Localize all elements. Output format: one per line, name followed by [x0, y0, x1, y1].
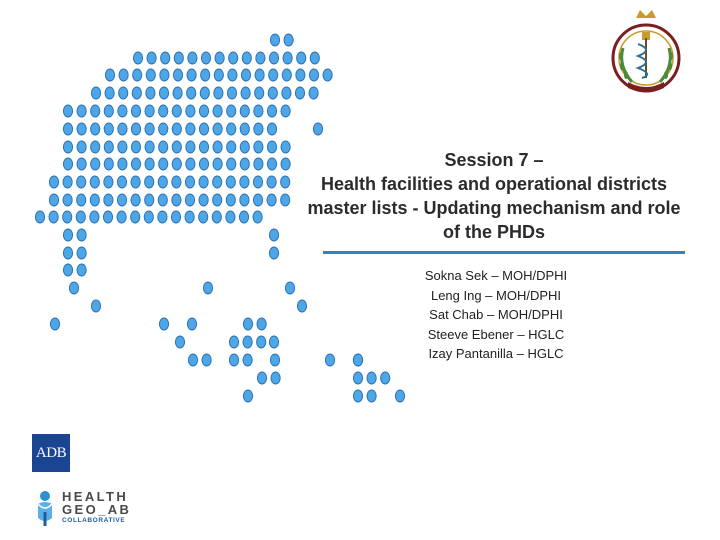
map-dot: [201, 52, 210, 64]
map-dot: [284, 34, 293, 46]
map-dot: [159, 318, 168, 330]
map-dot: [77, 194, 86, 206]
map-dot: [267, 158, 276, 170]
map-dot: [105, 87, 114, 99]
map-dot: [145, 176, 154, 188]
map-dot: [239, 211, 248, 223]
map-dot: [267, 105, 276, 117]
map-dot: [200, 87, 209, 99]
map-dot: [90, 176, 99, 188]
map-dot: [145, 105, 154, 117]
map-dot: [353, 390, 362, 402]
map-dot: [63, 176, 72, 188]
map-dot: [119, 69, 128, 81]
map-dot: [199, 194, 208, 206]
map-dot: [174, 52, 183, 64]
map-dot: [77, 141, 86, 153]
map-dot: [145, 158, 154, 170]
map-dot: [381, 372, 390, 384]
map-dot: [91, 158, 100, 170]
map-dot: [255, 69, 264, 81]
map-dot: [118, 158, 127, 170]
map-dot: [35, 211, 44, 223]
map-dot: [63, 264, 72, 276]
map-dot: [254, 105, 263, 117]
map-dot: [269, 52, 278, 64]
map-dot: [131, 194, 140, 206]
hgl-line-health: HEALTH: [62, 489, 129, 504]
map-dot: [268, 87, 277, 99]
map-dot: [214, 87, 223, 99]
map-dot: [229, 354, 238, 366]
map-dot: [271, 372, 280, 384]
map-dot: [267, 194, 276, 206]
map-dot: [91, 123, 100, 135]
map-dot: [213, 176, 222, 188]
map-dot: [160, 69, 169, 81]
map-dot: [199, 141, 208, 153]
author-list: [404, 266, 588, 364]
map-dot: [188, 52, 197, 64]
session-title: [284, 148, 704, 244]
map-dot: [158, 176, 167, 188]
map-dot: [63, 194, 72, 206]
map-dot: [367, 390, 376, 402]
map-dot: [240, 123, 249, 135]
map-dot: [253, 176, 262, 188]
map-dot: [270, 34, 279, 46]
map-dot: [117, 211, 126, 223]
map-dot: [257, 372, 266, 384]
map-dot: [253, 194, 262, 206]
map-dot: [118, 141, 127, 153]
map-dot: [203, 282, 212, 294]
map-dot: [309, 87, 318, 99]
map-dot: [105, 69, 114, 81]
map-dot: [296, 69, 305, 81]
map-dot: [91, 300, 100, 312]
map-dot: [309, 69, 318, 81]
title-line: master lists - Updating mechanism and role: [307, 198, 681, 218]
map-dot: [228, 69, 237, 81]
map-dot: [226, 211, 235, 223]
map-dot: [104, 194, 113, 206]
health-geolab-logo: [32, 488, 142, 528]
map-dot: [242, 52, 251, 64]
map-dot: [63, 247, 72, 259]
map-dot: [202, 354, 211, 366]
map-dot: [91, 141, 100, 153]
map-dot: [255, 87, 264, 99]
map-dot: [240, 176, 249, 188]
adb-logo: [32, 434, 70, 472]
map-dot: [90, 194, 99, 206]
author-line: Leng Ing – MOH/DPHI: [430, 287, 562, 303]
hgl-line-collaborative: COLLABORATIVE: [62, 517, 126, 524]
map-dot: [254, 141, 263, 153]
map-dot: [77, 229, 86, 241]
map-dot: [227, 123, 236, 135]
map-dot: [171, 211, 180, 223]
map-dot: [159, 141, 168, 153]
map-dot: [172, 105, 181, 117]
map-dot: [185, 194, 194, 206]
map-dot: [161, 52, 170, 64]
map-dot: [256, 52, 265, 64]
map-dot: [186, 123, 195, 135]
map-dot: [254, 158, 263, 170]
map-dot: [353, 354, 362, 366]
map-dot: [253, 211, 262, 223]
map-dot: [145, 123, 154, 135]
map-dot: [297, 300, 306, 312]
map-dot: [103, 211, 112, 223]
map-dot: [144, 211, 153, 223]
map-dot: [199, 176, 208, 188]
adb-logo-text: ADB: [35, 444, 67, 461]
map-dot: [49, 176, 58, 188]
map-dot: [295, 87, 304, 99]
map-dot: [77, 176, 86, 188]
map-dot: [90, 211, 99, 223]
map-dot: [267, 176, 276, 188]
map-dot: [285, 282, 294, 294]
map-dot: [131, 141, 140, 153]
map-dot: [131, 123, 140, 135]
author-line: Sokna Sek – MOH/DPHI: [424, 268, 568, 283]
title-divider: [323, 251, 685, 254]
map-dot: [227, 105, 236, 117]
map-dot: [77, 158, 86, 170]
map-dot: [281, 105, 290, 117]
map-dot: [240, 141, 249, 153]
map-dot: [269, 247, 278, 259]
map-dot: [172, 141, 181, 153]
map-dot: [159, 87, 168, 99]
map-dot: [199, 211, 208, 223]
map-dot: [117, 194, 126, 206]
map-dot: [173, 69, 182, 81]
map-dot: [63, 141, 72, 153]
map-dot: [118, 105, 127, 117]
map-dot: [185, 176, 194, 188]
map-dot: [240, 194, 249, 206]
person-globe-icon: [32, 488, 62, 528]
map-dot: [158, 194, 167, 206]
map-dot: [229, 52, 238, 64]
map-dot: [172, 123, 181, 135]
map-dot: [173, 87, 182, 99]
map-dot: [63, 211, 72, 223]
map-dot: [63, 158, 72, 170]
map-dot: [63, 229, 72, 241]
map-dot: [158, 211, 167, 223]
map-dot: [188, 354, 197, 366]
map-dot: [215, 52, 224, 64]
map-dot: [213, 141, 222, 153]
map-dot: [283, 52, 292, 64]
map-dot: [353, 372, 362, 384]
map-dot: [269, 336, 278, 348]
map-dot: [267, 141, 276, 153]
map-dot: [226, 176, 235, 188]
hgl-line-geolab: GEO_AB: [62, 502, 132, 517]
map-dot: [199, 123, 208, 135]
map-dot: [172, 158, 181, 170]
map-dot: [159, 158, 168, 170]
map-dot: [159, 105, 168, 117]
map-dot: [145, 194, 154, 206]
map-dot: [118, 123, 127, 135]
map-dot: [63, 105, 72, 117]
map-dot: [241, 69, 250, 81]
map-dot: [269, 69, 278, 81]
map-dot: [241, 87, 250, 99]
map-dot: [325, 354, 334, 366]
map-dot: [213, 123, 222, 135]
map-dot: [159, 123, 168, 135]
map-dot: [313, 123, 322, 135]
map-dot: [77, 123, 86, 135]
map-dot: [213, 194, 222, 206]
map-dot: [132, 87, 141, 99]
map-dot: [257, 318, 266, 330]
map-dot: [104, 141, 113, 153]
ministry-of-health-seal-icon: [604, 8, 688, 98]
author-line: Steeve Ebener – HGLC: [427, 326, 565, 342]
map-dot: [76, 211, 85, 223]
map-dot: [201, 69, 210, 81]
map-dot: [172, 176, 181, 188]
map-dot: [77, 105, 86, 117]
map-dot: [243, 318, 252, 330]
map-dot: [131, 211, 140, 223]
map-dot: [395, 390, 404, 402]
map-dot: [212, 211, 221, 223]
map-dot: [226, 194, 235, 206]
map-dot: [131, 105, 140, 117]
map-dot: [91, 105, 100, 117]
map-dot: [49, 211, 58, 223]
author-line: Izay Pantanilla – HGLC: [428, 346, 564, 361]
map-dot: [187, 318, 196, 330]
map-dot: [133, 52, 142, 64]
map-dot: [267, 123, 276, 135]
map-dot: [243, 354, 252, 366]
map-dot: [243, 336, 252, 348]
map-dot: [63, 123, 72, 135]
map-dot: [269, 229, 278, 241]
map-dot: [243, 390, 252, 402]
map-dot: [282, 87, 291, 99]
map-dot: [214, 69, 223, 81]
title-line: Session 7 –: [444, 150, 544, 170]
map-dot: [227, 158, 236, 170]
map-dot: [240, 158, 249, 170]
map-dot: [119, 87, 128, 99]
map-dot: [50, 318, 59, 330]
map-dot: [147, 52, 156, 64]
map-dot: [227, 141, 236, 153]
map-dot: [77, 247, 86, 259]
map-dot: [227, 87, 236, 99]
map-dot: [133, 69, 142, 81]
map-dot: [104, 105, 113, 117]
map-dot: [104, 158, 113, 170]
title-line: of the PHDs: [442, 222, 545, 242]
map-dot: [91, 87, 100, 99]
map-dot: [257, 336, 266, 348]
map-dot: [297, 52, 306, 64]
map-dot: [131, 158, 140, 170]
map-dot: [186, 105, 195, 117]
map-dot: [310, 52, 319, 64]
map-dot: [323, 69, 332, 81]
map-dot: [104, 176, 113, 188]
map-dot: [187, 69, 196, 81]
map-dot: [199, 158, 208, 170]
map-dot: [146, 87, 155, 99]
map-dot: [146, 69, 155, 81]
map-dot: [131, 176, 140, 188]
map-dot: [49, 194, 58, 206]
map-dot: [213, 105, 222, 117]
author-line: Sat Chab – MOH/DPHI: [429, 307, 563, 322]
title-line: Health facilities and operational districts: [320, 174, 668, 194]
map-dot: [282, 69, 291, 81]
map-dot: [117, 176, 126, 188]
map-dot: [213, 158, 222, 170]
map-dot: [69, 282, 78, 294]
map-dot: [270, 354, 279, 366]
map-dot: [172, 194, 181, 206]
map-dot: [367, 372, 376, 384]
map-dot: [229, 336, 238, 348]
map-dot: [186, 158, 195, 170]
map-dot: [186, 141, 195, 153]
map-dot: [185, 211, 194, 223]
map-dot: [187, 87, 196, 99]
map-dot: [254, 123, 263, 135]
map-dot: [145, 141, 154, 153]
map-dot: [77, 264, 86, 276]
map-dot: [175, 336, 184, 348]
map-dot: [199, 105, 208, 117]
map-dot: [240, 105, 249, 117]
map-dot: [104, 123, 113, 135]
